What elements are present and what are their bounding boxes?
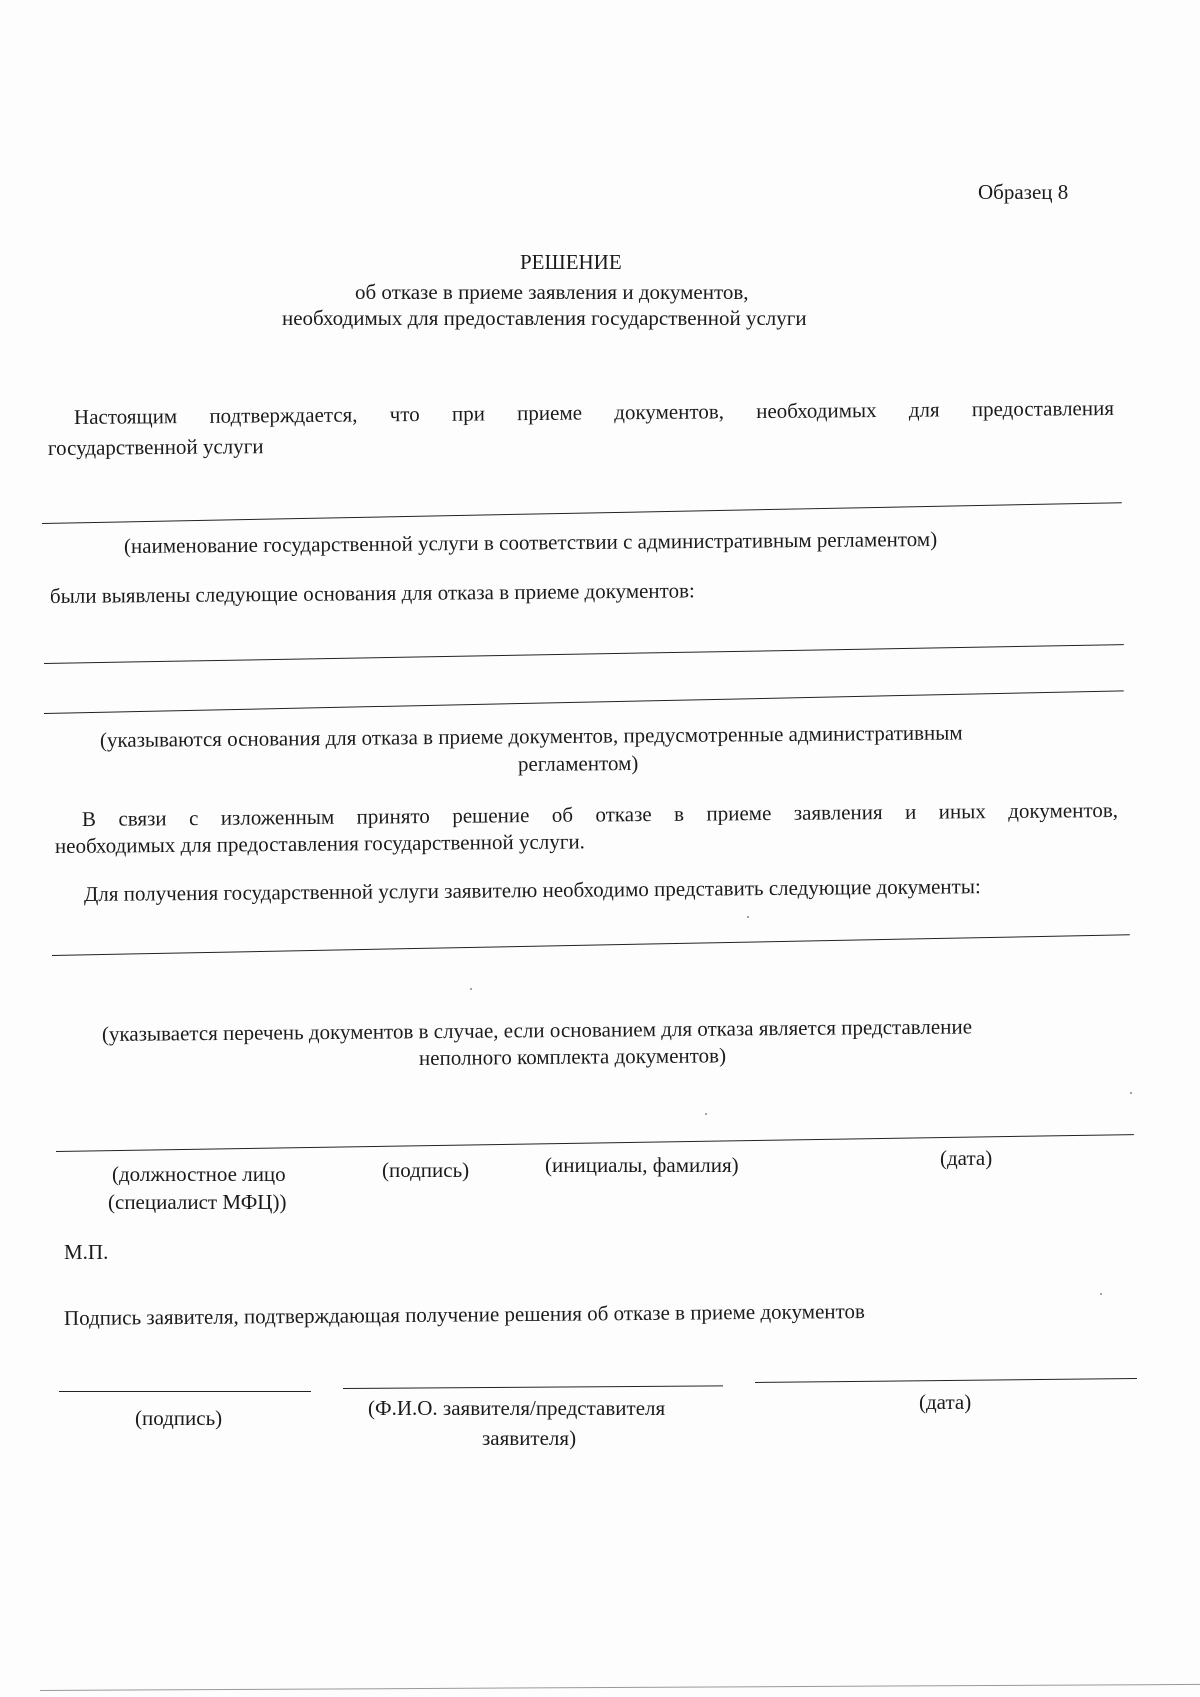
decision-line1: В связи с изложенным принято решение об отказе в приеме заявления и иных документов,: [81, 797, 1119, 831]
official-position-line2: (специалист МФЦ)): [108, 1190, 287, 1214]
scan-speck: [470, 988, 472, 990]
applicant-signature-caption: (подпись): [135, 1406, 223, 1430]
documents-fill-line: [52, 934, 1130, 956]
service-name-fill-line: [42, 502, 1122, 524]
intro-line1: Настоящим подтверждается, что при приеме документов, необходимых для предоставления: [73, 395, 1115, 429]
applicant-signature-line: [59, 1391, 311, 1392]
scan-bottom-edge: [40, 1684, 1200, 1691]
documents-intro: Для получения государственной услуги заявителю необходимо представить следующие документы:: [83, 874, 981, 906]
official-name-caption: (инициалы, фамилия): [545, 1153, 739, 1177]
document-subtitle-line1: об отказе в приеме заявления и документов,: [355, 280, 749, 304]
grounds-caption-line1: (указываются основания для отказа в приеме документов, предусмотренные административным: [99, 720, 963, 752]
service-name-caption: (наименование государственной услуги в соответствии с административным регламентом): [123, 526, 938, 558]
applicant-date-caption: (дата): [919, 1390, 972, 1414]
official-date-caption: (дата): [940, 1146, 993, 1170]
scan-speck: [1100, 1293, 1102, 1295]
documents-caption-line2: неполного комплекта документов): [418, 1043, 727, 1070]
applicant-date-line: [755, 1378, 1137, 1383]
grounds-fill-line-1: [44, 644, 1124, 664]
applicant-name-caption-line2: заявителя): [482, 1426, 577, 1450]
scan-speck: [747, 916, 749, 918]
grounds-fill-line-2: [44, 690, 1124, 714]
decision-line2: необходимых для предоставления государственной услуги.: [54, 829, 585, 858]
applicant-name-line: [343, 1385, 723, 1389]
grounds-intro: были выявлены следующие основания для отказа в приеме документов:: [49, 578, 695, 608]
stamp-label: М.П.: [64, 1240, 109, 1264]
grounds-caption-line2: регламентом): [517, 750, 639, 776]
document-subtitle-line2: необходимых для предоставления государственной услуги: [282, 306, 807, 330]
applicant-confirmation: Подпись заявителя, подтверждающая получение решения об отказе в приеме документов: [63, 1299, 866, 1330]
documents-caption-line1: (указывается перечень документов в случае, если основанием для отказа является представление: [101, 1014, 973, 1046]
intro-line2: государственной услуги: [47, 434, 264, 460]
scan-speck: [705, 1113, 707, 1115]
applicant-name-caption-line1: (Ф.И.О. заявителя/представителя: [368, 1396, 666, 1420]
official-signature-caption: (подпись): [382, 1158, 470, 1182]
official-position-line1: (должностное лицо: [112, 1162, 286, 1186]
sample-label: Образец 8: [978, 180, 1069, 204]
scan-speck: [1130, 1092, 1132, 1094]
document-title: РЕШЕНИЕ: [520, 250, 622, 274]
